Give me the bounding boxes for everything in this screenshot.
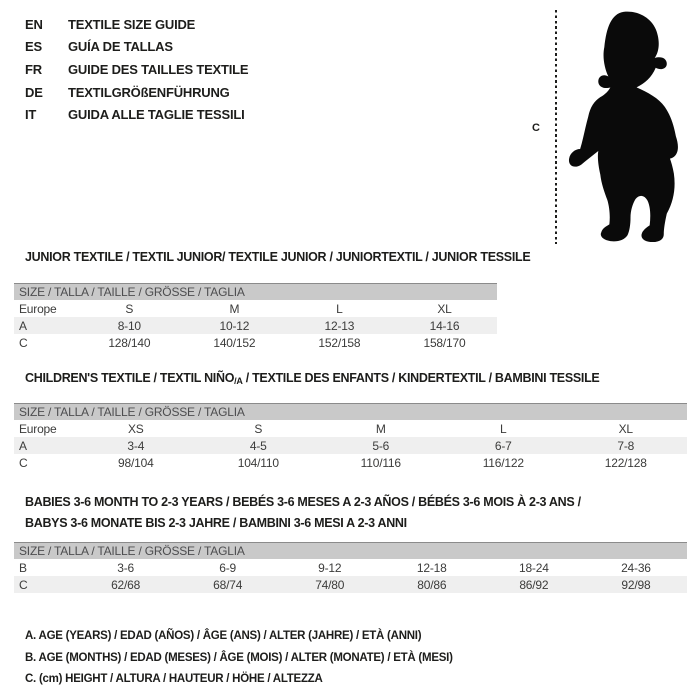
language-row bbox=[25, 103, 248, 126]
size-cell: 68/74 bbox=[213, 577, 243, 592]
language-title-list bbox=[25, 13, 248, 126]
size-header-bar: SIZE / TALLA / TAILLE / GRÖSSE / TAGLIA bbox=[14, 283, 497, 300]
language-row bbox=[25, 81, 248, 104]
size-cell: 152/158 bbox=[318, 335, 361, 350]
guide-title: TEXTILE SIZE GUIDE bbox=[68, 16, 196, 32]
size-cell: 8-10 bbox=[117, 318, 141, 333]
row-label: C bbox=[19, 577, 28, 592]
language-code: EN bbox=[25, 16, 43, 32]
size-cell: 24-36 bbox=[621, 560, 651, 575]
children-title-sub: /A bbox=[234, 376, 243, 386]
size-cell: 110/116 bbox=[360, 455, 401, 470]
table-row bbox=[14, 559, 687, 576]
note-height-cm: C. (cm) HEIGHT / ALTURA / HAUTEUR / HÖHE / ALTEZZA bbox=[25, 673, 323, 685]
height-measure-label: C bbox=[532, 122, 540, 134]
size-cell: 62/68 bbox=[111, 577, 141, 592]
size-cell: 80/86 bbox=[417, 577, 447, 592]
language-row bbox=[25, 36, 248, 59]
size-cell: 6-7 bbox=[494, 438, 512, 453]
size-cell: 12-13 bbox=[324, 318, 355, 333]
size-cell: 158/170 bbox=[423, 335, 466, 350]
size-cell: S bbox=[254, 421, 263, 436]
row-label: A bbox=[19, 318, 27, 333]
size-cell: 5-6 bbox=[372, 438, 390, 453]
table-row bbox=[14, 576, 687, 593]
size-cell: 18-24 bbox=[518, 560, 549, 575]
toddler-silhouette-icon bbox=[562, 8, 693, 245]
language-code: DE bbox=[25, 84, 43, 100]
size-cell: 122/128 bbox=[604, 455, 647, 470]
guide-title: TEXTILGRÖßENFÜHRUNG bbox=[68, 84, 230, 100]
size-cell: 7-8 bbox=[617, 438, 635, 453]
children-size-table bbox=[14, 403, 687, 471]
row-label: A bbox=[19, 438, 27, 453]
guide-title: GUIDA ALLE TAGLIE TESSILI bbox=[68, 107, 245, 123]
size-cell: L bbox=[500, 421, 507, 436]
babies-title-line2: BABYS 3-6 MONATE BIS 2-3 JAHRE / BAMBINI 3-6 MESI A 2-3 ANNI bbox=[25, 515, 407, 530]
size-cell: 6-9 bbox=[219, 560, 237, 575]
size-cell: 10-12 bbox=[219, 318, 250, 333]
row-label: Europe bbox=[19, 421, 57, 436]
legend-notes bbox=[25, 626, 453, 691]
size-cell: 116/122 bbox=[482, 455, 524, 470]
children-section-title bbox=[25, 371, 599, 386]
junior-size-table bbox=[14, 283, 497, 351]
guide-title: GUÍA DE TALLAS bbox=[68, 39, 173, 55]
size-cell: 86/92 bbox=[519, 577, 549, 592]
language-code: IT bbox=[25, 107, 37, 123]
children-title-post: / TEXTILE DES ENFANTS / KINDERTEXTIL / BAMBINI TESSILE bbox=[242, 371, 600, 385]
size-header-bar: SIZE / TALLA / TAILLE / GRÖSSE / TAGLIA bbox=[14, 403, 687, 420]
language-row bbox=[25, 13, 248, 36]
size-cell: 3-6 bbox=[117, 560, 134, 575]
table-row bbox=[14, 454, 687, 471]
size-cell: 9-12 bbox=[318, 560, 342, 575]
row-label: Europe bbox=[19, 301, 57, 316]
language-code: FR bbox=[25, 61, 42, 77]
size-header-bar: SIZE / TALLA / TAILLE / GRÖSSE / TAGLIA bbox=[14, 542, 687, 559]
size-cell: 3-4 bbox=[127, 438, 145, 453]
size-cell: 98/104 bbox=[118, 455, 154, 470]
babies-title-line1: BABIES 3-6 MONTH TO 2-3 YEARS / BEBÉS 3-6 MESES A 2-3 AÑOS / BÉBÉS 3-6 MOIS À 2-3 ANS / bbox=[25, 495, 581, 509]
table-row bbox=[14, 317, 497, 334]
guide-title: GUIDE DES TAILLES TEXTILE bbox=[68, 61, 249, 77]
size-cell: XL bbox=[437, 301, 452, 316]
size-cell: M bbox=[375, 421, 386, 436]
language-code: ES bbox=[25, 39, 42, 55]
row-label: C bbox=[19, 335, 28, 350]
table-row bbox=[14, 420, 687, 437]
size-cell: 4-5 bbox=[249, 438, 267, 453]
size-cell: 140/152 bbox=[213, 335, 256, 350]
size-cell: M bbox=[229, 301, 240, 316]
table-row bbox=[14, 437, 687, 454]
note-age-years: A. AGE (YEARS) / EDAD (AÑOS) / ÂGE (ANS) / ALTER (JAHRE) / ETÀ (ANNI) bbox=[25, 630, 422, 642]
row-label: C bbox=[19, 455, 28, 470]
size-cell: 12-18 bbox=[416, 560, 447, 575]
children-title-pre: CHILDREN'S TEXTILE / TEXTIL NIÑO bbox=[25, 371, 235, 385]
size-cell: 128/140 bbox=[108, 335, 151, 350]
size-cell: 92/98 bbox=[621, 577, 651, 592]
note-age-months: B. AGE (MONTHS) / EDAD (MESES) / ÂGE (MOIS) / ALTER (MONATE) / ETÀ (MESI) bbox=[25, 651, 453, 664]
size-cell: L bbox=[336, 301, 343, 316]
table-row bbox=[14, 334, 497, 351]
babies-size-table bbox=[14, 542, 687, 593]
table-row bbox=[14, 300, 497, 317]
size-cell: 104/110 bbox=[237, 455, 279, 470]
size-cell: XS bbox=[128, 421, 144, 436]
size-cell: XL bbox=[618, 421, 633, 436]
junior-section-title: JUNIOR TEXTILE / TEXTIL JUNIOR/ TEXTILE JUNIOR / JUNIORTEXTIL / JUNIOR TESSILE bbox=[25, 250, 531, 264]
size-cell: S bbox=[125, 301, 134, 316]
babies-section-title bbox=[25, 492, 625, 534]
row-label: B bbox=[19, 560, 27, 575]
size-cell: 74/80 bbox=[315, 577, 345, 592]
language-row bbox=[25, 58, 248, 81]
size-cell: 14-16 bbox=[429, 318, 460, 333]
height-measure-dashed-line bbox=[555, 10, 557, 244]
